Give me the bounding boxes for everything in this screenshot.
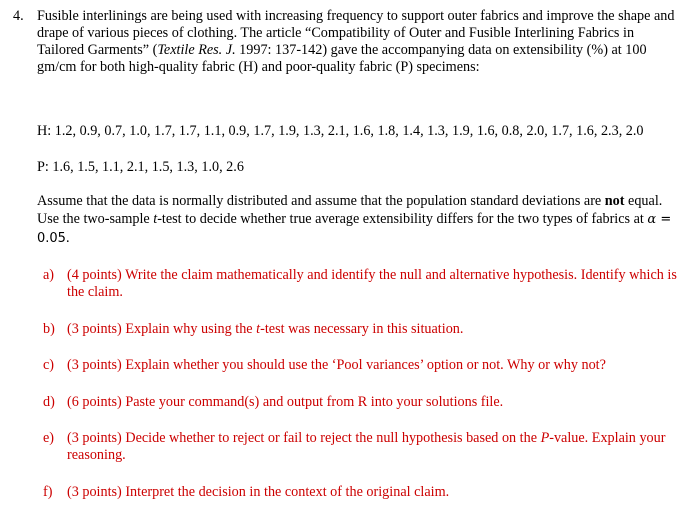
part-label: c) [43, 357, 55, 373]
intro-text-1: Fusible interlinings are being used with increasing frequency to support outer fabrics and improve the shape and drape of various pieces of clothing. The article “Compatibility of Outer and Fusible Interlining Fabrics in Tailored Garments” ( [37, 8, 675, 58]
part-text-pre: (3 points) Explain why using the [67, 321, 257, 337]
part-a [43, 267, 683, 301]
question-intro [37, 8, 677, 76]
part-e [43, 430, 683, 464]
part-text-pre: (3 points) Decide whether to reject or fail to reject the null hypothesis based on the [67, 430, 541, 446]
alpha-symbol: α [647, 212, 657, 227]
part-text: (4 points) Write the claim mathematically and identify the null and alternative hypothesis. Identify which is the claim. [67, 267, 677, 300]
journal-name: Textile Res. J. [157, 42, 236, 58]
assumption-part-2: equal. Use the two-sample [37, 193, 663, 227]
t-symbol: t [256, 321, 261, 337]
question-number: 4. [13, 8, 24, 24]
part-text: (6 points) Paste your command(s) and output from R into your solutions file. [67, 394, 504, 410]
part-text: (3 points) Explain whether you should use the ‘Pool variances’ option or not. Why or why not? [67, 357, 606, 373]
p-symbol: P [540, 430, 550, 446]
part-text-post: -value. Explain your reasoning. [67, 430, 666, 463]
part-text [67, 430, 683, 464]
assumption-part-1: Assume that the data is normally distributed and assume that the population standard deviations are [37, 193, 605, 209]
part-text: (3 points) Interpret the decision in the context of the original claim. [67, 484, 450, 500]
alpha-value: = 0.05 [37, 212, 672, 246]
part-label: b) [43, 321, 55, 337]
part-label: f) [43, 484, 53, 500]
part-c [43, 357, 683, 374]
part-label: d) [43, 394, 55, 410]
part-f [43, 484, 683, 501]
intro-text-2: 1997: 137-142) gave the accompanying data on extensibility (%) at 100 gm/cm for both high-quality fabric (H) and poor-quality fabric (P) specimens: [37, 42, 647, 75]
data-h: H: 1.2, 0.9, 0.7, 1.0, 1.7, 1.7, 1.1, 0.9, 1.7, 1.9, 1.3, 2.1, 1.6, 1.8, 1.4, 1.3, 1.9, 1.6, 0.8, 2.0, 1.7, 1.6, 2.3, 2.0 [37, 123, 644, 139]
assumption-end: . [65, 230, 70, 246]
part-label: e) [43, 430, 55, 446]
part-d [43, 394, 683, 411]
part-label: a) [43, 267, 55, 283]
assumption-text [37, 192, 682, 248]
part-text-post: -test was necessary in this situation. [260, 321, 464, 337]
assumption-part-3: -test to decide whether true average extensibility differs for the two types of fabrics at [157, 211, 648, 227]
part-b [43, 321, 683, 338]
part-text [67, 321, 683, 338]
assumption-emphasis: not [604, 193, 625, 209]
data-p: P: 1.6, 1.5, 1.1, 2.1, 1.5, 1.3, 1.0, 2.6 [37, 159, 244, 175]
t-symbol: t [153, 211, 158, 227]
